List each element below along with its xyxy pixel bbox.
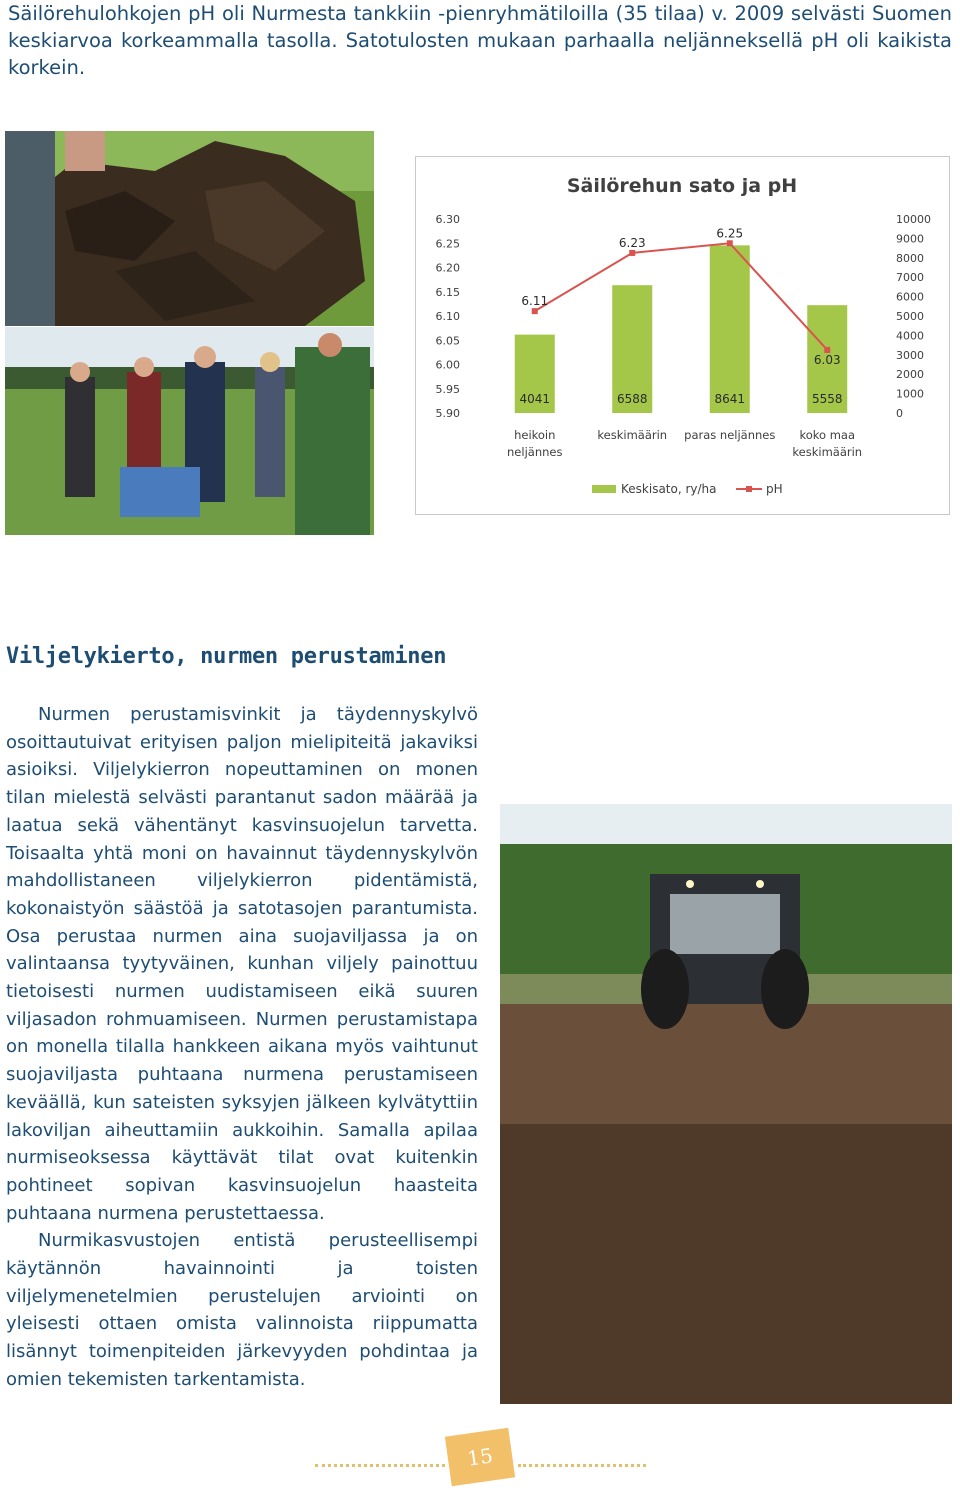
- paragraph-2: Nurmikasvustojen entistä perusteellisempi käytännön havainnointi ja toisten viljelymenetelmien perustelujen arviointi on yleisesti ottaen omista valinnoista riippumatta lisännyt toimenpiteiden järkevyyden pohdintaa ja omien tekemisten tarkentamista.: [6, 1230, 478, 1390]
- right-tick-label: 8000: [896, 251, 924, 265]
- left-tick-label: 6.25: [435, 237, 460, 251]
- right-tick-label: 4000: [896, 329, 924, 343]
- ph-value-label: 6.11: [521, 294, 549, 309]
- paragraph-1: Nurmen perustamisvinkit ja täydennyskylvö osoittautuivat erityisen paljon mielipiteitä jakaviksi asioiksi. Viljelykierron nopeuttaminen on monen tilan mielestä selvästi parantanut sadon määrää ja laatua sekä vähentänyt kasvinsuojelun tarvetta. Toisaalta yhtä moni on havainnut täydennyskylvön mahdollistaneen viljelykierron pidentämistä, kokonaistyön säästöä ja satotasojen parantumista. Osa perustaa nurmen aina suojaviljassa ja on valintaansa tyytyväinen, kunhan viljely painottuu tietoisesti nurmen uudistamiseen eikä suuren viljasadon rohmuamiseen. Nurmen perustamistapa on monella tilalla hankkeen aikana myös vaihtunut suojaviljasta puhtaana nurmena perustamiseen keväällä, kun sateisten syksyjen jälkeen kylvätyttiin lakoviljan aiheuttamiin aukkoihin. Samalla apilaa nurmiseoksessa käyttävät tilat ovat kuitenkin pohtineet sopivan kasvinsuojelun haasteita puhtaana nurmena perustettaessa.: [6, 704, 478, 1224]
- chart-svg: [416, 157, 949, 514]
- right-tick-label: 5000: [896, 310, 924, 323]
- right-tick-label: 10000: [896, 213, 931, 226]
- left-tick-label: 6.00: [435, 358, 460, 372]
- right-tick-label: 3000: [896, 348, 924, 362]
- section-heading: Viljelykierto, nurmen perustaminen: [6, 644, 447, 669]
- category-label: neljännes: [507, 445, 563, 459]
- bar-value-label: 4041: [519, 392, 551, 406]
- left-tick-label: 6.15: [435, 285, 460, 299]
- right-tick-label: 7000: [896, 271, 924, 285]
- photo-soil-sample: [5, 131, 374, 326]
- right-tick-label: 1000: [896, 387, 924, 401]
- footer-dots-left: [315, 1464, 445, 1467]
- photo-field-group: [5, 327, 374, 535]
- ph-value-label: 6.23: [618, 235, 646, 250]
- ph-line: [535, 243, 828, 350]
- right-tick-label: 2000: [896, 368, 924, 382]
- chart-title: Säilörehun sato ja pH: [566, 175, 798, 197]
- body-text: [6, 701, 478, 1394]
- intro-text: Säilörehulohkojen pH oli Nurmesta tankkiin -pienryhmätiloilla (35 tilaa) v. 2009 selvästi Suomen keskiarvoa korkeammalla tasolla. Satotulosten mukaan parhaalla neljänneksellä pH oli kaikista korkein.: [8, 2, 952, 79]
- ph-value-label: 6.03: [813, 352, 841, 367]
- bar-value-label: 5558: [811, 392, 843, 406]
- category-label: koko maa: [799, 428, 856, 442]
- ph-value-label: 6.25: [716, 226, 744, 241]
- photo-tractor-field: [500, 804, 952, 1404]
- right-tick-label: 0: [896, 407, 903, 420]
- category-label: paras neljännes: [684, 428, 776, 442]
- page-number: 15: [445, 1428, 515, 1486]
- left-tick-label: 6.10: [435, 310, 460, 323]
- ph-point: [727, 240, 733, 246]
- ph-point: [629, 250, 635, 256]
- ph-point: [532, 308, 538, 314]
- legend-bar-swatch: [592, 485, 616, 493]
- category-label: heikoin: [514, 428, 556, 442]
- left-tick-label: 5.95: [435, 382, 460, 396]
- footer-dots-right: [518, 1464, 646, 1467]
- left-tick-label: 5.90: [435, 407, 460, 420]
- legend-line-label: pH: [766, 482, 783, 496]
- chart-silage-yield-ph: [415, 156, 950, 515]
- right-tick-label: 6000: [896, 290, 924, 304]
- page-footer: [0, 1428, 960, 1488]
- legend-bar-label: Keskisato, ry/ha: [621, 482, 717, 496]
- category-label: keskimäärin: [792, 445, 863, 459]
- bar-value-label: 8641: [714, 392, 746, 406]
- bar: [710, 245, 750, 413]
- bar-value-label: 6588: [616, 392, 648, 406]
- left-tick-label: 6.05: [435, 334, 460, 348]
- left-tick-label: 6.20: [435, 261, 460, 275]
- right-tick-label: 9000: [896, 232, 924, 246]
- category-label: keskimäärin: [597, 428, 668, 442]
- legend-line-marker: [746, 486, 752, 492]
- left-tick-label: 6.30: [435, 213, 460, 226]
